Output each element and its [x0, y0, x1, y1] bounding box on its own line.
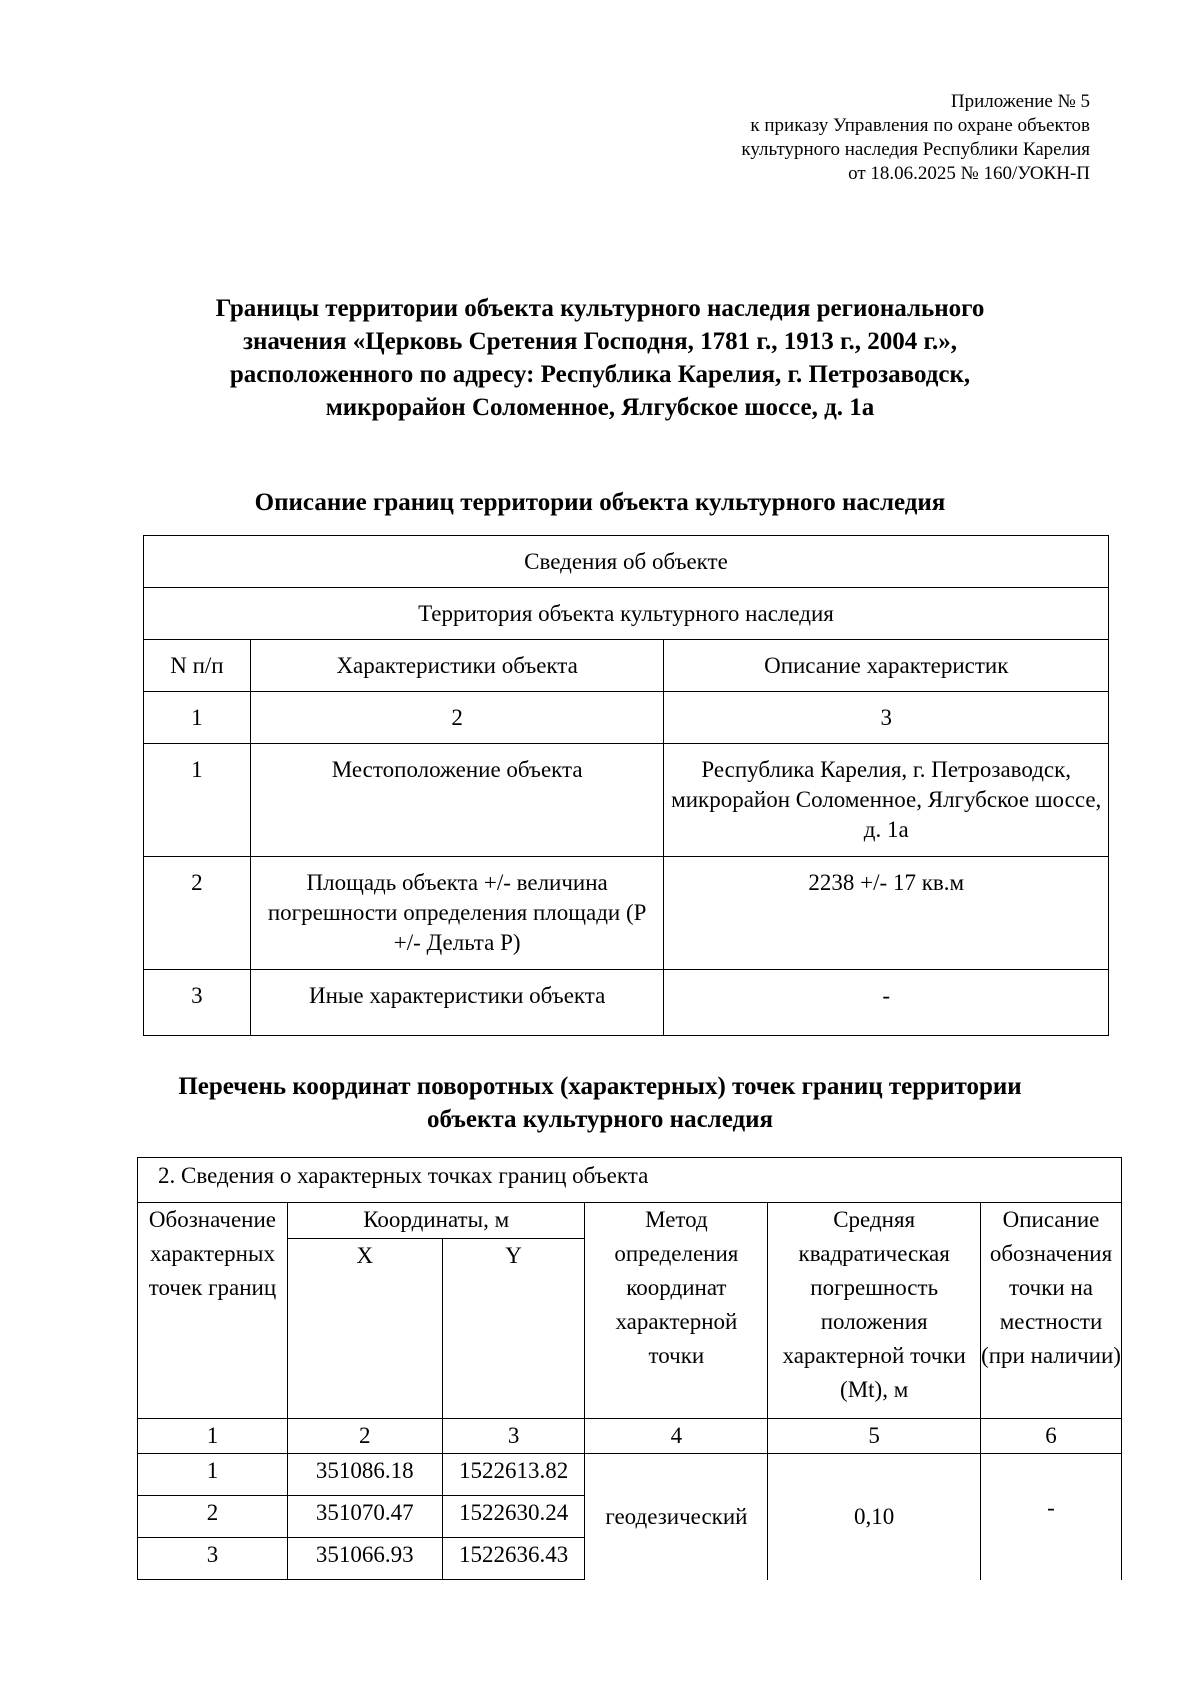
point-y: 1522630.24 — [442, 1496, 585, 1538]
column-header-x: X — [287, 1239, 442, 1419]
heading-line: объекта культурного наследия — [426, 1106, 774, 1133]
column-number: 6 — [981, 1419, 1122, 1454]
points-table-caption: 2. Сведения о характерных точках границ объекта — [138, 1158, 1122, 1203]
method-cell: геодезический — [585, 1454, 768, 1580]
title-line: расположенного по адресу: Республика Карелия, г. Петрозаводск, — [229, 361, 971, 388]
heading-line: Перечень координат поворотных (характерных) точек границ территории — [178, 1073, 1022, 1100]
description-cell: 2238 +/- 17 кв.м — [664, 857, 1109, 970]
description-cell: Республика Карелия, г. Петрозаводск, микрорайон Соломенное, Ялгубское шоссе, д. 1а — [664, 744, 1109, 857]
title-line: Границы территории объекта культурного наследия регионального — [215, 295, 985, 322]
column-header-y: Y — [442, 1239, 585, 1419]
column-number: 3 — [664, 692, 1109, 744]
document-title — [140, 292, 1060, 424]
points-table — [137, 1157, 1122, 1580]
table-row — [144, 692, 1109, 744]
territory-header: Территория объекта культурного наследия — [144, 588, 1109, 640]
column-number: 2 — [250, 692, 664, 744]
annex-header — [741, 90, 1090, 186]
title-line: значения «Церковь Сретения Господня, 1781 г., 1913 г., 2004 г.», — [242, 328, 958, 355]
column-header: Описание обозначения точки на местности (при наличии) — [981, 1203, 1122, 1419]
table-row — [138, 1158, 1122, 1203]
column-number: 1 — [138, 1419, 288, 1454]
table-row — [138, 1454, 1122, 1496]
column-header: Обозначение характерных точек границ — [138, 1203, 288, 1419]
annex-order-line: к приказу Управления по охране объектов — [750, 115, 1090, 136]
table-row — [144, 857, 1109, 970]
column-header: Координаты, м — [287, 1203, 585, 1239]
column-number: 2 — [287, 1419, 442, 1454]
characteristic-cell: Местоположение объекта — [250, 744, 664, 857]
annex-authority-line: культурного наследия Республики Карелия — [741, 139, 1090, 160]
point-description-cell: - — [981, 1454, 1122, 1580]
title-line: микрорайон Соломенное, Ялгубское шоссе, д. 1а — [325, 394, 875, 421]
column-number: 3 — [442, 1419, 585, 1454]
point-x: 351070.47 — [287, 1496, 442, 1538]
annex-date-line: от 18.06.2025 № 160/УОКН-П — [848, 163, 1090, 184]
description-cell: - — [664, 970, 1109, 1036]
column-header: Описание характеристик — [664, 640, 1109, 692]
object-info-header: Сведения об объекте — [144, 536, 1109, 588]
column-header: Средняя квадратическая погрешность положения характерной точки (Mt), м — [768, 1203, 981, 1419]
row-number: 1 — [144, 744, 251, 857]
object-info-table — [143, 535, 1109, 1036]
characteristic-cell: Иные характеристики объекта — [250, 970, 664, 1036]
table-row — [144, 588, 1109, 640]
point-id: 1 — [138, 1454, 288, 1496]
point-x: 351066.93 — [287, 1538, 442, 1580]
annex-number: Приложение № 5 — [950, 91, 1090, 112]
characteristic-cell: Площадь объекта +/- величина погрешности определения площади (P +/- Дельта P) — [250, 857, 664, 970]
coordinates-heading — [130, 1070, 1070, 1136]
column-header: Метод определения координат характерной точки — [585, 1203, 768, 1419]
column-header: Характеристики объекта — [250, 640, 664, 692]
column-number: 4 — [585, 1419, 768, 1454]
column-header: N п/п — [144, 640, 251, 692]
row-number: 2 — [144, 857, 251, 970]
table-row — [144, 536, 1109, 588]
description-heading: Описание границ территории объекта культурного наследия — [254, 489, 946, 516]
table-row — [144, 970, 1109, 1036]
table-row — [144, 640, 1109, 692]
table-row — [144, 744, 1109, 857]
point-x: 351086.18 — [287, 1454, 442, 1496]
point-y: 1522636.43 — [442, 1538, 585, 1580]
row-number: 3 — [144, 970, 251, 1036]
table-row — [138, 1203, 1122, 1239]
table-row — [138, 1419, 1122, 1454]
column-number: 1 — [144, 692, 251, 744]
point-id: 3 — [138, 1538, 288, 1580]
column-number: 5 — [768, 1419, 981, 1454]
error-cell: 0,10 — [768, 1454, 981, 1580]
point-id: 2 — [138, 1496, 288, 1538]
point-y: 1522613.82 — [442, 1454, 585, 1496]
